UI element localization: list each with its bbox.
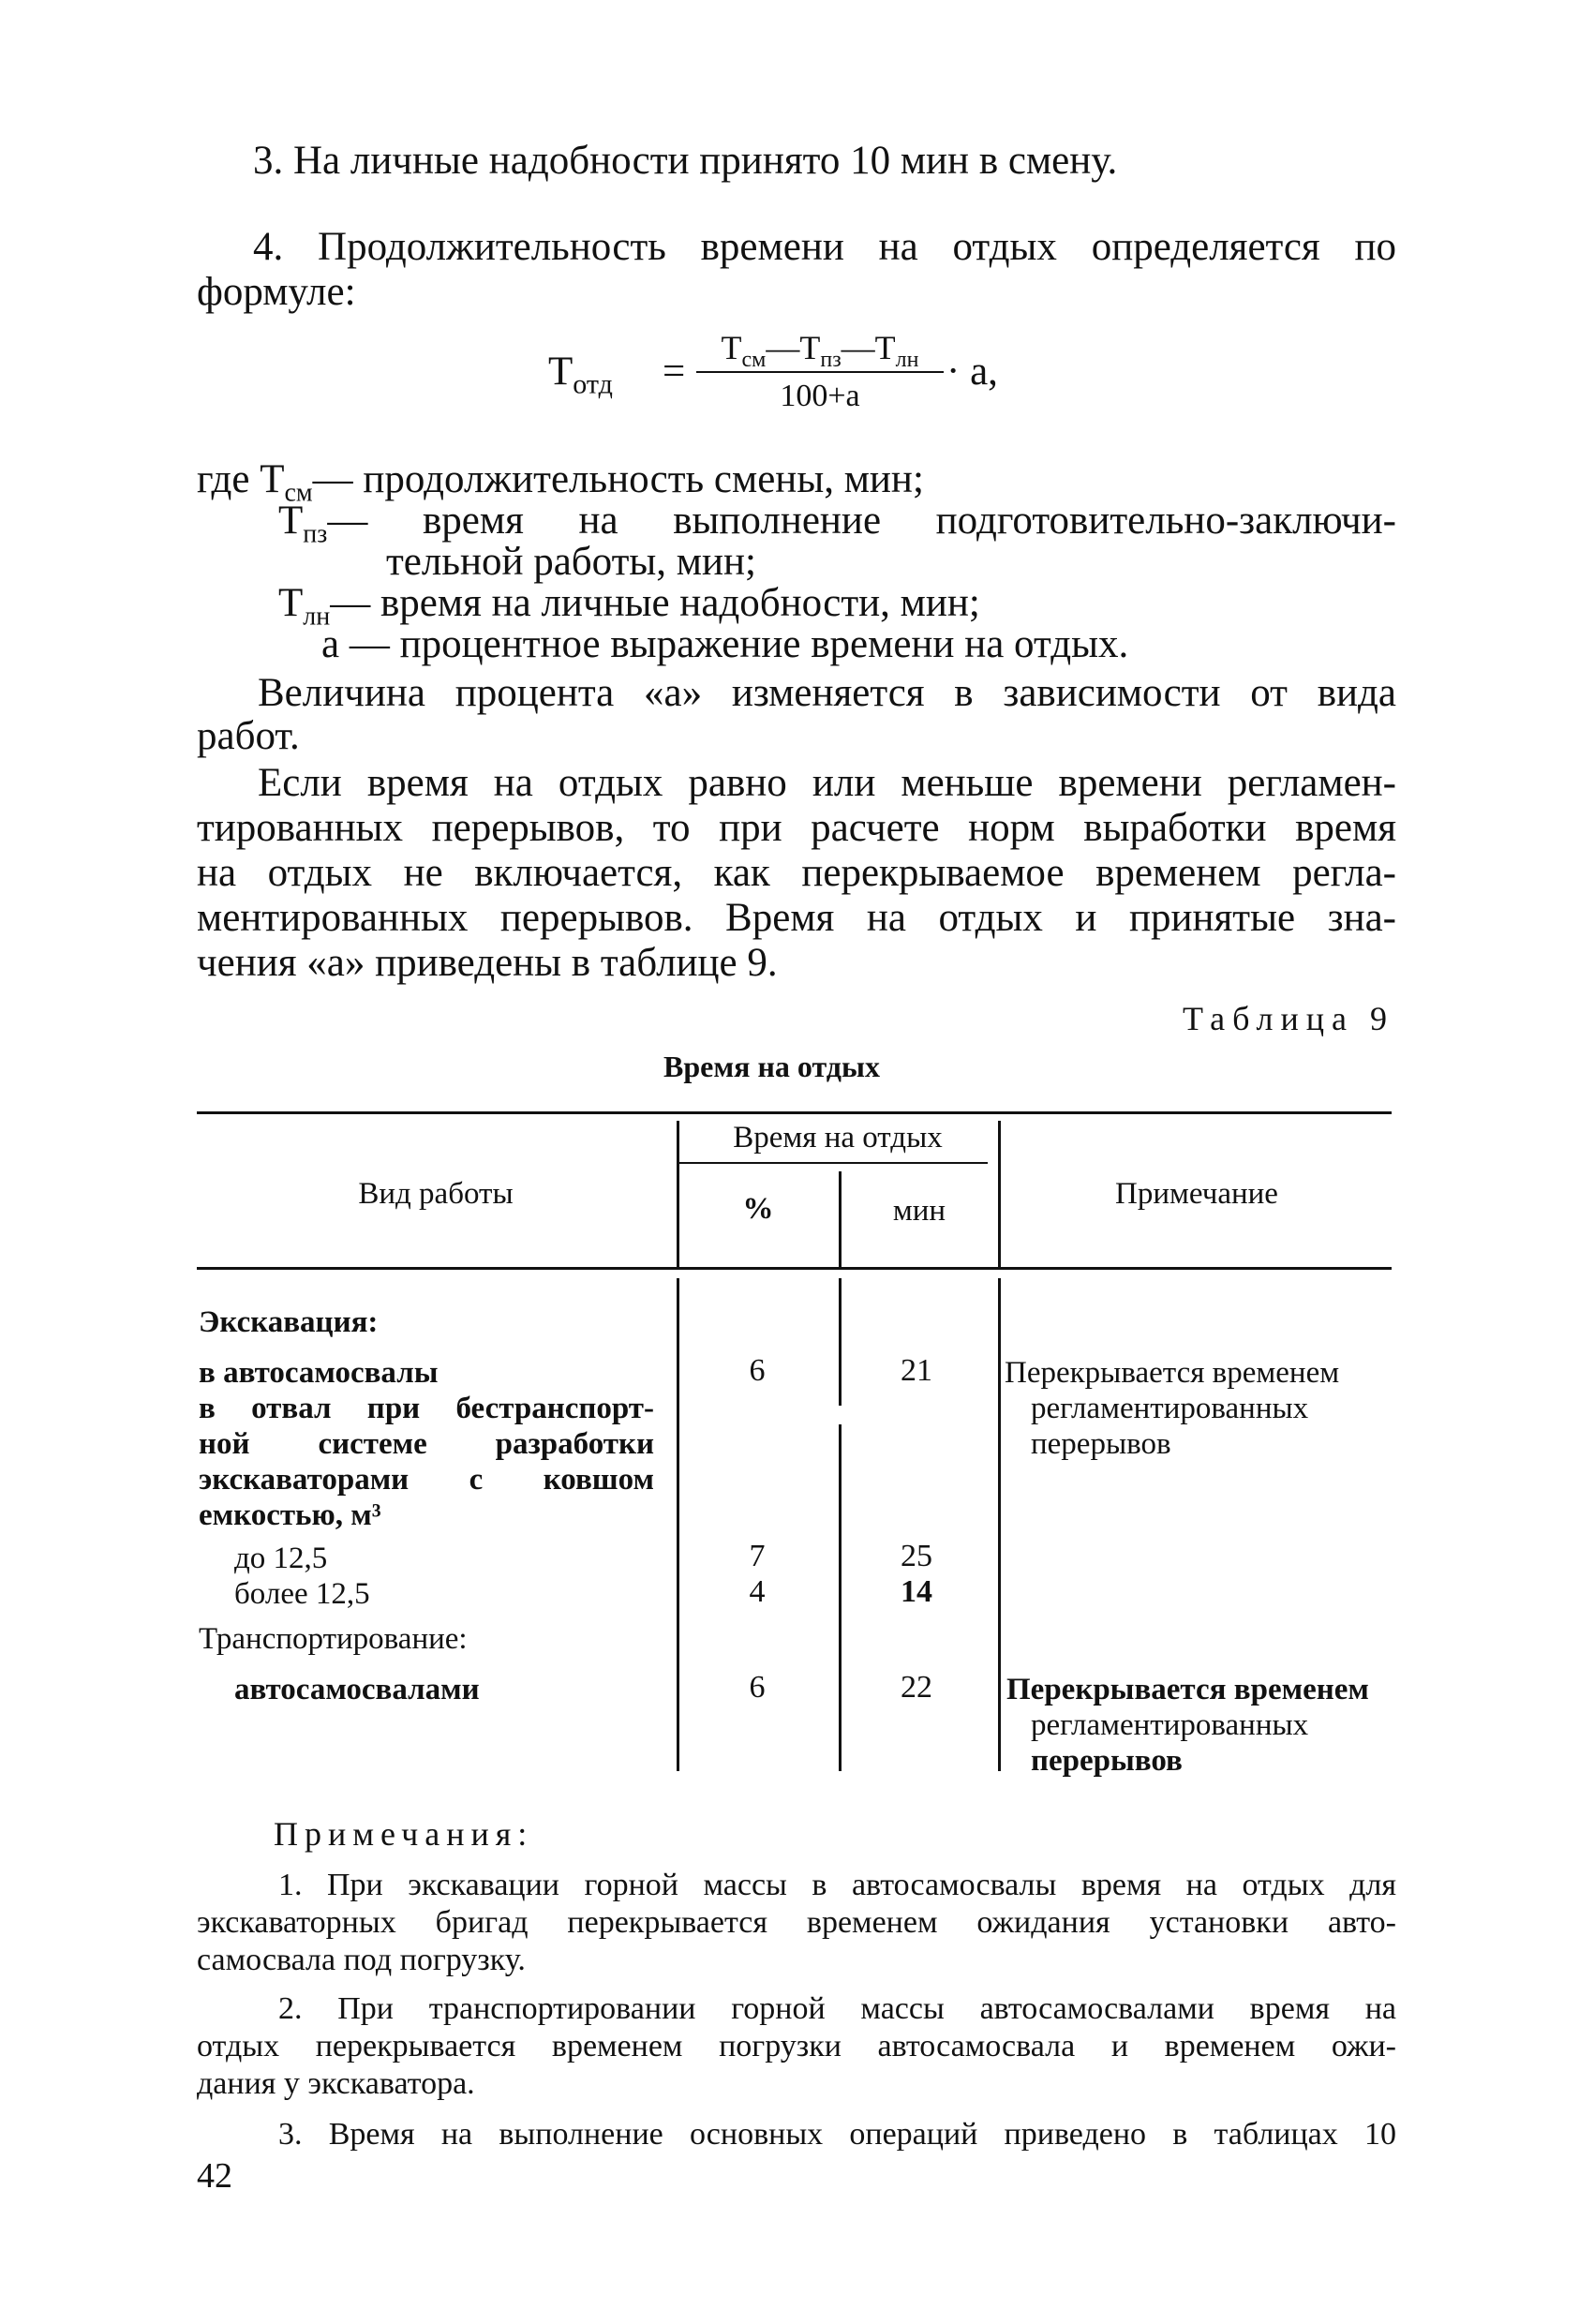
paragraph-5-line-2: работ. xyxy=(197,714,300,758)
paragraph-6-line-2: тированных перерывов, то при расчете норм выработки время xyxy=(197,806,1396,850)
row-by-trucks: автосамосвалами xyxy=(234,1673,480,1706)
note-1-line-3: перерывов xyxy=(1031,1427,1171,1461)
remark-3-line-1: 3. Время на выполнение основных операций приведено в таблицах 10 xyxy=(278,2117,1396,2152)
table-vline-2-body-b xyxy=(839,1424,842,1771)
note-1-line-1: Перекрывается временем xyxy=(1005,1356,1340,1390)
definition-shift-duration: где $Т_{см}—$ продолжительность смены, мин; xyxy=(197,457,924,508)
paragraph-4-line-1: 4. Продолжительность времени на отдых определяется по xyxy=(253,225,1396,269)
row-dump-line-2: ной системе разработки xyxy=(199,1427,654,1461)
table-title: Время на отдых xyxy=(663,1050,880,1083)
row-transport-label: Транспортирование: xyxy=(199,1622,468,1656)
remarks-title: Примечания: xyxy=(274,1815,534,1853)
table-header-minutes: мин xyxy=(892,1194,946,1228)
definition-percent: а — процентное выражение времени на отдых. xyxy=(321,622,1129,666)
paragraph-6-line-5: чения «а» приведены в таблице 9. xyxy=(197,941,778,985)
remark-2-line-2: отдых перекрывается временем погрузки автосамосвала и временем ожи- xyxy=(197,2029,1396,2063)
table-header-note: Примечание xyxy=(1115,1177,1278,1211)
remark-1-line-1: 1. При экскавации горной массы в автосамосвалы время на отдых для xyxy=(278,1868,1396,1902)
paragraph-5-line-1: Величина процента «а» изменяется в зависимости от вида xyxy=(258,671,1396,715)
remark-2-line-3: дания у экскаватора. xyxy=(197,2066,475,2101)
paragraph-3: 3. На личные надобности принято 10 мин в смену. xyxy=(253,139,1118,183)
formula-equals: = xyxy=(663,350,686,394)
paragraph-6-line-4: ментированных перерывов. Время на отдых и принятые зна- xyxy=(197,896,1396,940)
table-caption: Таблица 9 xyxy=(1183,1000,1394,1037)
note-2-line-1: Перекрывается временем xyxy=(1006,1673,1369,1706)
page-number: 42 xyxy=(197,2156,232,2196)
row-excavation-label: Экскавация: xyxy=(199,1305,379,1339)
remark-1-line-3: самосвала под погрузку. xyxy=(197,1943,526,1977)
table-top-rule xyxy=(197,1111,1392,1114)
formula-denominator: 100+а xyxy=(780,379,860,413)
cell-by-trucks-minutes: 22 xyxy=(901,1670,932,1705)
formula-lhs: $Т_{отд}$ xyxy=(548,350,613,400)
row-more-12-5: более 12,5 xyxy=(234,1577,370,1611)
table-time-subrule xyxy=(678,1162,988,1164)
definition-personal-time: $Т_{лн}—$ время на личные надобности, мин; xyxy=(278,581,980,632)
paragraph-6-line-3: на отдых не включается, как перекрываемое временем регла- xyxy=(197,851,1396,895)
cell-by-trucks-percent: 6 xyxy=(749,1670,766,1705)
paragraph-4-line-2: формуле: xyxy=(197,270,356,314)
table-header-rule xyxy=(197,1267,1392,1270)
paragraph-6-line-1: Если время на отдых равно или меньше времени регламен- xyxy=(258,761,1396,805)
cell-to-trucks-minutes: 21 xyxy=(901,1353,932,1388)
note-1-line-2: регламентированных xyxy=(1031,1392,1309,1425)
remark-1-line-2: экскаваторных бригад перекрывается временем ожидания установки авто- xyxy=(197,1905,1396,1940)
definition-prep-time-cont: тельной работы, мин; xyxy=(386,540,756,584)
formula-numerator: $Т_{см}—Т_{пз}—Т_{лн}$ xyxy=(721,329,919,373)
cell-up-to-minutes: 25 xyxy=(901,1539,932,1573)
row-dump-line-1: в отвал при бестранспорт- xyxy=(199,1392,654,1425)
row-up-to-12-5: до 12,5 xyxy=(234,1542,328,1575)
note-2-line-3: перерывов xyxy=(1031,1744,1183,1778)
table-header-time: Время на отдых xyxy=(733,1121,943,1155)
formula-tail: · а, xyxy=(946,350,998,394)
remark-2-line-1: 2. При транспортировании горной массы автосамосвалами время на xyxy=(278,1991,1396,2026)
row-dump-line-4: емкостью, м³ xyxy=(199,1498,381,1532)
cell-more-minutes: 14 xyxy=(901,1574,932,1609)
row-dump-line-3: экскаваторами с ковшом xyxy=(199,1463,654,1497)
cell-to-trucks-percent: 6 xyxy=(749,1353,766,1388)
row-to-trucks: в автосамосвалы xyxy=(199,1356,439,1390)
rest-time-formula xyxy=(548,328,1035,431)
table-header-percent: % xyxy=(742,1192,774,1226)
formula-fraction-bar xyxy=(696,371,944,373)
table-header-work: Вид работы xyxy=(358,1177,514,1211)
table-vline-2-body-a xyxy=(839,1278,842,1406)
table-vline-3-body xyxy=(998,1278,1001,1771)
cell-up-to-percent: 7 xyxy=(749,1539,766,1573)
definition-prep-time: $Т_{пз}—$ время на выполнение подготовительно-заключи- xyxy=(278,499,1396,549)
table-vline-1-body xyxy=(677,1278,679,1771)
note-2-line-2: регламентированных xyxy=(1031,1708,1309,1742)
cell-more-percent: 4 xyxy=(749,1574,766,1609)
